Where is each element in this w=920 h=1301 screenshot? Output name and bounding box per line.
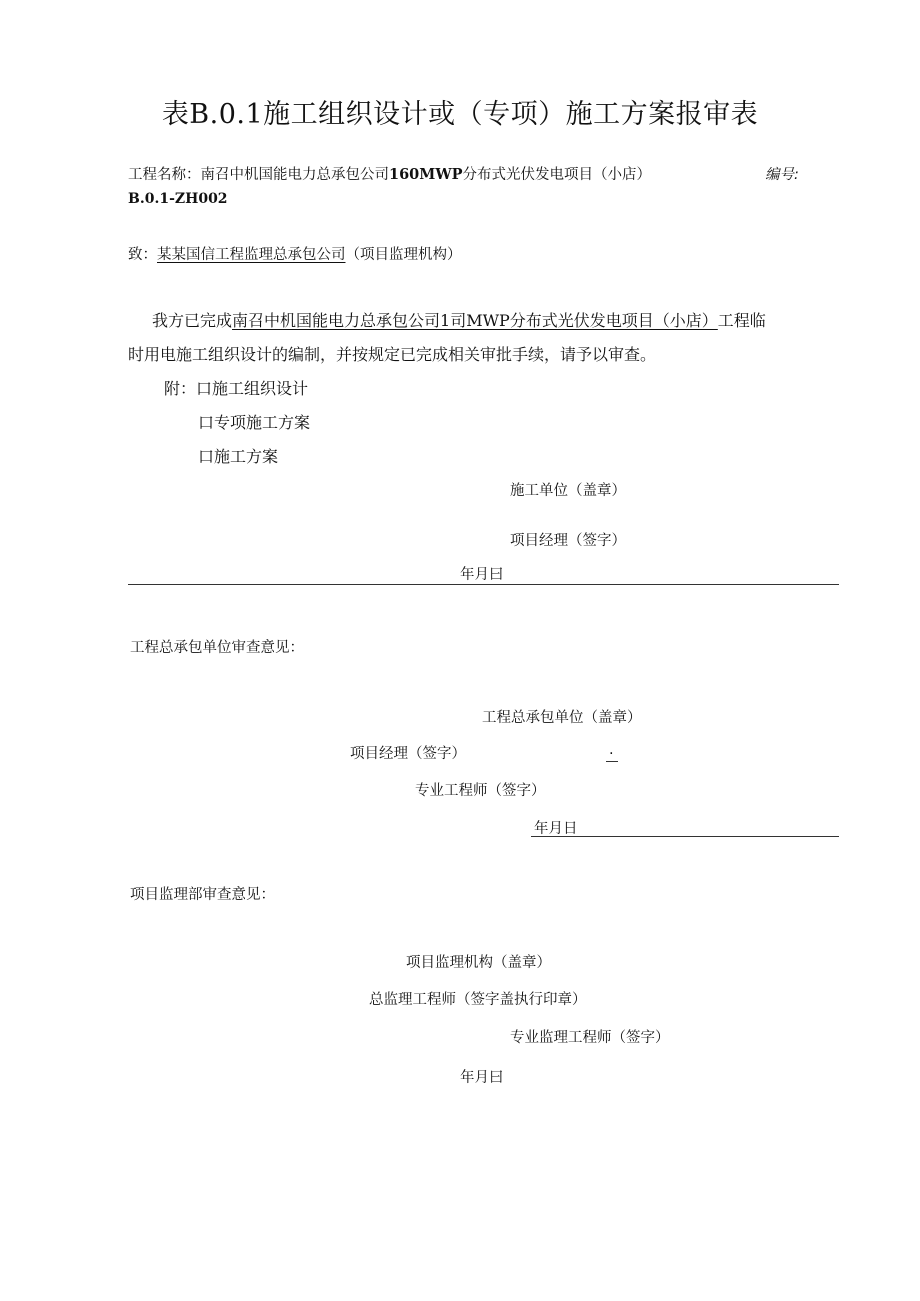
form-title: 表B.0.1施工组织设计或（专项）施工方案报审表: [161, 99, 759, 130]
body-paragraph-line-2: 时用电施工组织设计的编制，并按规定已完成相关审批手续，请予以审查。: [128, 345, 657, 364]
attachment-item: 口施工组织设计: [196, 379, 309, 398]
gc-date-underline: [531, 836, 839, 837]
gc-review-opinion-label: 工程总承包单位审查意见：: [130, 640, 304, 656]
attachment-item: 口专项施工方案: [198, 413, 311, 432]
project-name-line: [128, 163, 651, 184]
addressee-line: [128, 243, 462, 264]
gc-mark: .: [609, 742, 614, 758]
body-paragraph-line-1: [152, 308, 766, 331]
project-suffix: 分布式光伏发电项目（小店）: [462, 167, 652, 183]
chief-supervisor-signature: 总监理工程师（签字盖执行印章）: [369, 992, 587, 1008]
number-value: B.0.1-ZH002: [128, 191, 228, 207]
contractor-pm-signature: 项目经理（签字）: [510, 533, 626, 549]
project-label: 工程名称：: [128, 167, 201, 183]
attachments-label: 附：: [164, 379, 197, 398]
gc-engineer-signature: 专业工程师（签字）: [415, 783, 546, 799]
section-divider: [128, 584, 839, 585]
gc-pm-signature: 项目经理（签字）: [350, 746, 466, 762]
project-name: 南召中机国能电力总承包公司: [200, 167, 389, 183]
gc-mark-underline: [606, 761, 618, 762]
supervision-org-seal: 项目监理机构（盖章）: [406, 955, 551, 971]
supervision-review-opinion-label: 项目监理部审查意见：: [130, 887, 275, 903]
gc-date: 年月日: [534, 821, 578, 837]
contractor-unit-seal: 施工单位（盖章）: [510, 483, 626, 499]
attachments-line: [164, 376, 308, 399]
gc-unit-seal: 工程总承包单位（盖章）: [482, 710, 642, 726]
addressee-prefix: 致：: [128, 247, 157, 263]
addressee-name: 某某国信工程监理总承包公司: [157, 247, 346, 263]
addressee-suffix: （项目监理机构）: [345, 247, 462, 263]
attachment-item: 口施工方案: [198, 447, 279, 466]
para1-prefix: 我方已完成: [152, 311, 233, 330]
para1-project: 南召中机国能电力总承包公司1司MWP分布式光伏发电项目（小店）: [232, 311, 718, 330]
supervision-engineer-signature: 专业监理工程师（签字）: [510, 1030, 670, 1046]
contractor-date: 年月曰: [460, 567, 504, 583]
para1-suffix: 工程临: [717, 311, 766, 330]
supervision-date: 年月曰: [460, 1070, 504, 1086]
number-label: 编号:: [765, 167, 799, 183]
project-capacity: 160MWP: [389, 166, 463, 183]
